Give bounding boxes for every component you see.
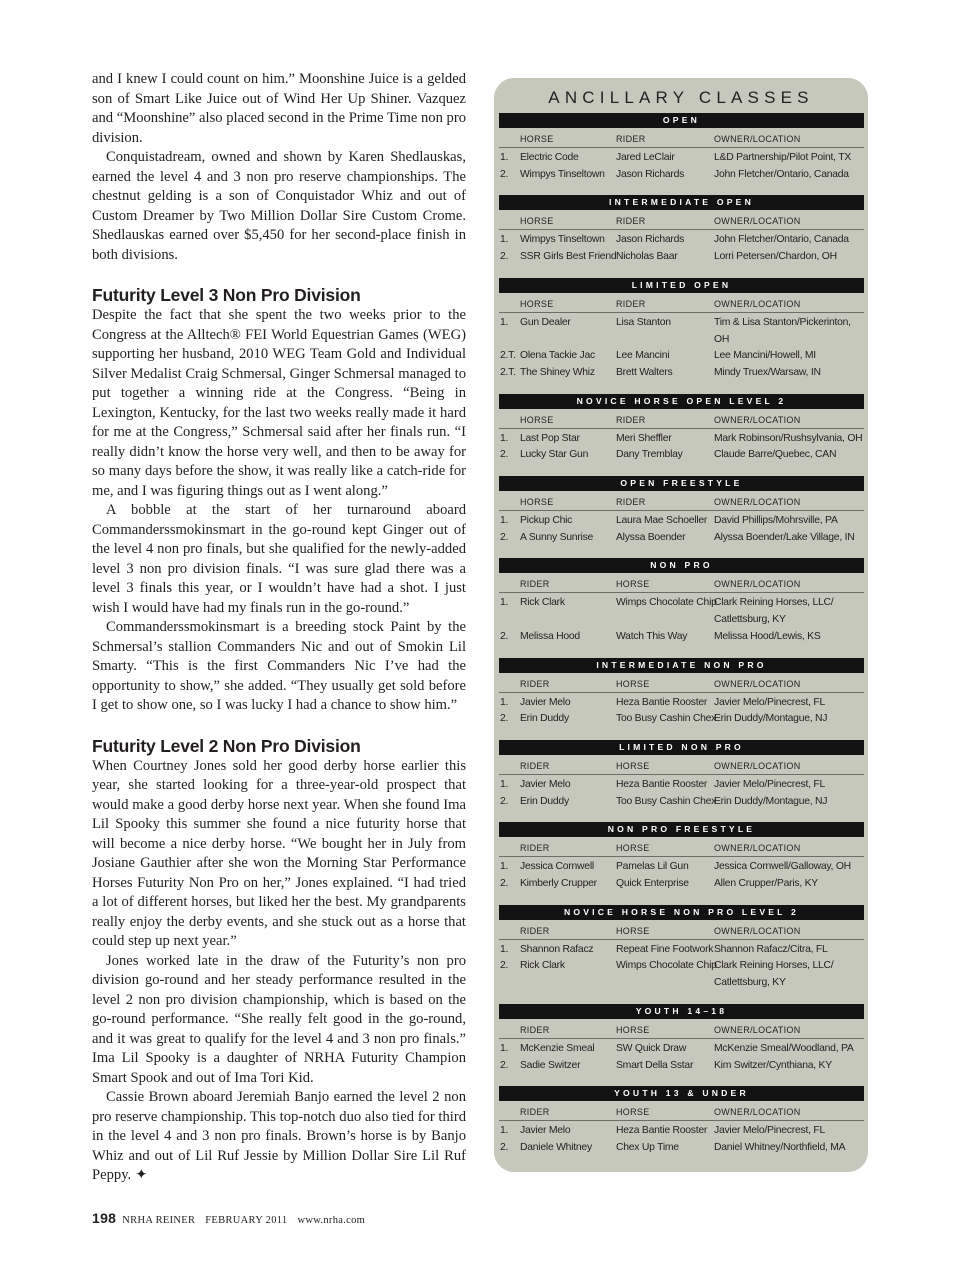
result-row [499,150,864,167]
placing: 1. [500,696,509,708]
column-header: HORSE [616,925,650,936]
entry-name: Nicholas Baar [616,251,678,263]
entry-name: SW Quick Draw [616,1042,687,1054]
column-header: OWNER/LOCATION [714,216,801,227]
owner-location: Alyssa Boender/Lake Village, IN [714,531,855,543]
owner-location: Lorri Petersen/Chardon, OH [714,251,837,263]
class-block [499,394,864,464]
entry-name: Javier Melo [520,778,571,790]
class-spacer [494,893,868,905]
owner-location: Jessica Cornwell/Galloway, OH [714,861,851,873]
entry-name: Javier Melo [520,696,571,708]
column-header: OWNER/LOCATION [714,134,801,144]
class-name-bar: NOVICE HORSE OPEN LEVEL 2 [499,394,864,409]
entry-name: The Shiney Whiz [520,366,595,378]
owner-location: Allen Crupper/Paris, KY [714,878,818,890]
placing: 2. [500,878,509,890]
column-header [499,920,520,942]
class-name-bar: NOVICE HORSE NON PRO LEVEL 2 [499,905,864,920]
entry-name: Lucky Star Gun [520,449,589,461]
owner-location: David Phillips/Mohrsville, PA [714,515,838,527]
owner-location: Erin Duddy/Montague, NJ [714,713,828,725]
entry-name: Alyssa Boender [616,531,686,543]
column-header [499,1101,520,1123]
column-header: OWNER/LOCATION [714,843,801,854]
owner-location: John Fletcher/Ontario, Canada [714,168,849,180]
entry-name: Pamelas Lil Gun [616,861,689,873]
page-footer [92,1210,375,1226]
article-paragraph: and I knew I could count on him.” Moonshine Juice is a gelded son of Smart Like Juice out of Wind Her Up Shiner. Vazquez and “Moonshine” also placed second in the Prime Time non pro division. [92,71,466,146]
result-row [499,431,864,448]
column-header: HORSE [520,497,554,508]
article-column [92,70,466,1186]
sidebar-title: ANCILLARY CLASSES [548,88,814,107]
column-header [499,837,520,859]
issue-date: FEBRUARY 2011 [205,1215,288,1226]
owner-location: Melissa Hood/Lewis, KS [714,630,821,642]
result-row [499,794,864,811]
entry-name: Melissa Hood [520,630,580,642]
result-row [499,1058,864,1075]
article-paragraph: A bobble at the start of her turnaround aboard Commanderssmokinsmart in the go-round kept Ginger out of the level 4 non pro finals, but she qualified for the newly-added level 3 non pro division finals. “I was sure glad there was a level 3 finals this year, or I wouldn’t have had a shot. I just wish I would have had my finals run in the go-round.” [92,502,466,616]
result-row [499,348,864,365]
column-header [499,755,520,777]
column-header: HORSE [616,678,650,689]
class-block [499,822,864,892]
owner-location: Mindy Truex/Warsaw, IN [714,366,821,378]
placing: 2. [500,251,509,263]
entry-name: Olena Tackie Jac [520,350,595,362]
column-header: OWNER/LOCATION [714,497,801,508]
article-paragraph [92,1088,466,1186]
entry-name: Jessica Cornwell [520,861,594,873]
class-spacer [494,382,868,394]
entry-name: Smart Della Sstar [616,1059,694,1071]
article-intro [92,70,466,265]
section-level2-body [92,757,466,1186]
result-row [499,530,864,547]
column-header: RIDER [520,843,550,854]
class-block [499,1004,864,1074]
class-spacer [494,266,868,278]
column-header [499,128,520,150]
entry-name: Jared LeClair [616,152,675,163]
column-header-row [499,1019,864,1039]
entry-name: Dany Tremblay [616,449,683,461]
column-header: RIDER [520,579,550,590]
column-header: HORSE [520,134,554,144]
placing: 1. [500,152,509,163]
entry-name: Electric Code [520,152,579,163]
entry-name: Heza Bantie Rooster [616,778,708,790]
column-header: OWNER/LOCATION [714,678,801,689]
placing: 1. [500,1042,509,1054]
placing: 1. [500,943,509,955]
section-heading-level3: Futurity Level 3 Non Pro Division [92,285,361,305]
placing: 2. [500,630,509,642]
entry-name: Heza Bantie Rooster [616,696,708,708]
owner-location: Daniel Whitney/Northfield, MA [714,1141,846,1153]
entry-name: Quick Enterprise [616,878,689,890]
result-row [499,513,864,530]
entry-name: Lisa Stanton [616,316,671,328]
entry-name: Brett Walters [616,366,673,378]
placing: 2. [500,168,509,180]
publication-name: NRHA REINER [122,1215,196,1226]
placing: 2. [500,1141,509,1153]
result-row [499,315,864,348]
result-row [499,249,864,266]
column-header: RIDER [520,925,550,936]
column-header: OWNER/LOCATION [714,1107,801,1118]
article-paragraph: Conquistadream, owned and shown by Karen Shedlauskas, earned the level 4 and 3 non pro reserve championships. The chestnut gelding is a son of Conquistador Whiz and out of Custom Dreamer by Two Million Dollar Sire Custom Crome. Shedlauskas earned over $5,450 for her second-place finish in both divisions. [92,149,466,263]
ancillary-classes-sidebar [494,78,868,1172]
column-header: HORSE [520,216,554,227]
entry-name: Too Busy Cashin Chex [616,713,717,725]
column-header-row [499,409,864,429]
column-header-row [499,293,864,313]
entry-name: Watch This Way [616,630,688,642]
result-row [499,777,864,794]
column-header: HORSE [616,579,650,590]
owner-location: Claude Barre/Quebec, CAN [714,449,837,461]
class-block [499,905,864,992]
result-row [499,1123,864,1140]
result-row [499,167,864,184]
entry-name: Wimps Chocolate Chip [616,597,717,609]
entry-name: Daniele Whitney [520,1141,592,1153]
result-row [499,958,864,991]
owner-location: Clark Reining Horses, LLC/ Catlettsburg, KY [714,960,834,989]
entry-name: SSR Girls Best Friend [520,251,617,263]
column-header: RIDER [616,414,646,425]
owner-location: L&D Partnership/Pilot Point, TX [714,152,852,163]
entry-name: Rick Clark [520,597,565,609]
class-block [499,558,864,645]
column-header: HORSE [616,843,650,854]
class-name-bar: OPEN FREESTYLE [499,476,864,491]
column-header-row [499,673,864,693]
column-header: HORSE [520,414,554,425]
column-header: HORSE [616,760,650,771]
column-header: HORSE [616,1024,650,1035]
column-header: OWNER/LOCATION [714,760,801,771]
class-spacer [494,810,868,822]
paragraph-text: Cassie Brown aboard Jeremiah Banjo earned the level 2 non pro reserve championship. This top-notch duo also tied for third in the level 4 and 3 non pro finals. Brown’s horse is by Banjo Whiz and out of Lil Ruf Jessie by Million Dollar Sire Lil Ruf Peppy. [92,1089,466,1183]
result-row [499,1041,864,1058]
placing: 1. [500,1125,509,1137]
entry-name: Erin Duddy [520,795,569,807]
column-header: RIDER [520,760,550,771]
result-row [499,232,864,249]
column-header-row [499,491,864,511]
entry-name: Kimberly Crupper [520,878,597,890]
section-heading-level2: Futurity Level 2 Non Pro Division [92,735,361,756]
class-block [499,113,864,183]
column-header-row [499,128,864,148]
class-name-bar: YOUTH 14–18 [499,1004,864,1019]
class-results-list [494,113,868,1157]
column-header: HORSE [616,1107,650,1118]
entry-name: A Sunny Sunrise [520,531,594,543]
class-name-bar: YOUTH 13 & UNDER [499,1086,864,1101]
entry-name: Gun Dealer [520,316,571,328]
class-name-bar: LIMITED OPEN [499,278,864,293]
column-header: OWNER/LOCATION [714,414,801,425]
section-level3-body [92,306,466,716]
placing: 1. [500,597,509,609]
owner-location: John Fletcher/Ontario, Canada [714,234,849,246]
placing: 2. [500,960,509,972]
column-header: OWNER/LOCATION [714,579,801,590]
column-header-row [499,210,864,230]
entry-name: McKenzie Smeal [520,1042,595,1054]
entry-name: Repeat Fine Footwork [616,943,714,955]
column-header-row [499,837,864,857]
result-row [499,876,864,893]
column-header: RIDER [616,134,646,144]
class-name-bar: LIMITED NON PRO [499,740,864,755]
article-paragraph: Despite the fact that she spent the two weeks prior to the Congress at the Alltech® FEI World Equestrian Games (WEG) supporting her husband, 2010 WEG Team Gold and Individual Silver Medalist Craig Schmersal, Ginger Schmersal managed to put together a winning ride at the Congress. “Being in Lexington, Kentucky, for the last two weeks really made it hard for me at the Congress,” Schmersal said after her finals run. “I really didn’t know the horse very well, and then to be away for so many days before the show, it was really like a catch-ride for me, and I was figuring things out as I went along.” [92,307,466,499]
entry-name: Lee Mancini [616,350,670,362]
placing: 2. [500,713,509,725]
placing: 2.T. [500,350,516,362]
article-paragraph: Commanderssmokinsmart is a breeding stock Paint by the Schmersal’s stallion Commanders Nic and out of Smokin Lil Smarty. “This is the first Commanders Nic I’ve had the opportunity to show,” she added. “They usually get sold before I get to show one, so I was lucky I had a chance to show him.” [92,619,466,713]
column-header: RIDER [520,678,550,689]
column-header [499,573,520,595]
result-row [499,711,864,728]
owner-location: Kim Switzer/Cynthiana, KY [714,1059,832,1071]
placing: 2. [500,531,509,543]
column-header-row [499,573,864,593]
entry-name: Javier Melo [520,1125,571,1137]
column-header [499,491,520,513]
entry-name: Chex Up Time [616,1141,679,1153]
class-block [499,740,864,810]
article-paragraph: Jones worked late in the draw of the Futurity’s non pro division go-round and her steady performance resulted in the level 2 non pro division championship, which is based on the go-round performance. “She really felt good in the go-round, and it was great to qualify for the level 4 and 3 non pro finals.” Ima Lil Spooky is a daughter of NRHA Futurity Champion Smart Spook and out of Ima Tori Kid. [92,952,466,1086]
entry-name: Shannon Rafacz [520,943,594,955]
entry-name: Erin Duddy [520,713,569,725]
class-name-bar: INTERMEDIATE NON PRO [499,658,864,673]
entry-name: Too Busy Cashin Chex [616,795,717,807]
result-row [499,629,864,646]
owner-location: Clark Reining Horses, LLC/ Catlettsburg, KY [714,597,834,626]
column-header-row [499,1101,864,1121]
entry-name: Last Pop Star [520,432,580,444]
column-header: OWNER/LOCATION [714,298,801,309]
column-header: HORSE [520,298,554,309]
class-block [499,476,864,546]
entry-name: Pickup Chic [520,515,573,527]
placing: 2. [500,1059,509,1071]
class-block [499,195,864,265]
class-name-bar: NON PRO FREESTYLE [499,822,864,837]
placing: 1. [500,316,509,328]
placing: 1. [500,234,509,246]
class-spacer [494,546,868,558]
class-block [499,1086,864,1156]
column-header: RIDER [520,1107,550,1118]
entry-name: Meri Sheffler [616,432,672,444]
placing: 1. [500,515,509,527]
column-header: OWNER/LOCATION [714,1024,801,1035]
end-mark-icon: ✦ [135,1167,148,1183]
placing: 1. [500,432,509,444]
column-header: RIDER [616,298,646,309]
column-header-row [499,920,864,940]
entry-name: Heza Bantie Rooster [616,1125,708,1137]
column-header: RIDER [616,497,646,508]
placing: 1. [500,861,509,873]
entry-name: Jason Richards [616,234,685,246]
entry-name: Jason Richards [616,168,685,180]
entry-name: Wimpys Tinseltown [520,234,605,246]
column-header [499,1019,520,1041]
column-header [499,409,520,431]
owner-location: Shannon Rafacz/Citra, FL [714,943,828,955]
article-paragraph: When Courtney Jones sold her good derby horse earlier this year, she started looking for a three-year-old prospect that would make a good derby horse next year. When she found Ima Lil Spooky this summer she found a nice futurity horse that will become a nice derby horse. “We bought her in July from Josiane Gauthier after she won the Morning Star Performance Horses Futurity Non Pro on her,” Jones explained. “I had tried a lot of different horses, but liked her the best. My grandparents really enjoy the derby events, and she stuck out as a horse that could step up next year.” [92,757,466,949]
result-row [499,595,864,628]
column-header: OWNER/LOCATION [714,925,801,936]
result-row [499,695,864,712]
result-row [499,1140,864,1157]
placing: 2. [500,795,509,807]
column-header: RIDER [616,216,646,227]
entry-name: Rick Clark [520,960,565,972]
column-header: RIDER [520,1024,550,1035]
result-row [499,447,864,464]
class-spacer [494,464,868,476]
website-link[interactable]: www.nrha.com [297,1215,366,1226]
column-header-row [499,755,864,775]
page-number: 198 [92,1210,117,1226]
owner-location: Javier Melo/Pinecrest, FL [714,1125,825,1137]
result-row [499,859,864,876]
owner-location: Javier Melo/Pinecrest, FL [714,696,825,708]
class-name-bar: OPEN [499,113,864,128]
entry-name: Wimps Chocolate Chip [616,960,717,972]
class-block [499,278,864,382]
class-name-bar: NON PRO [499,558,864,573]
class-spacer [494,183,868,195]
placing: 2. [500,449,509,461]
class-spacer [494,992,868,1004]
class-spacer [494,1074,868,1086]
owner-location: Lee Mancini/Howell, MI [714,350,816,362]
owner-location: Tim & Lisa Stanton/Pickerinton, OH [714,316,851,345]
column-header [499,293,520,315]
placing: 2.T. [500,366,516,378]
result-row [499,365,864,382]
owner-location: Erin Duddy/Montague, NJ [714,795,828,807]
placing: 1. [500,778,509,790]
result-row [499,942,864,959]
entry-name: Laura Mae Schoeller [616,515,708,527]
column-header [499,210,520,232]
owner-location: Javier Melo/Pinecrest, FL [714,778,825,790]
class-spacer [494,728,868,740]
column-header [499,673,520,695]
owner-location: McKenzie Smeal/Woodland, PA [714,1042,854,1054]
class-spacer [494,646,868,658]
entry-name: Sadie Switzer [520,1059,581,1071]
class-name-bar: INTERMEDIATE OPEN [499,195,864,210]
class-block [499,658,864,728]
entry-name: Wimpys Tinseltown [520,168,605,180]
owner-location: Mark Robinson/Rushsylvania, OH [714,432,863,444]
